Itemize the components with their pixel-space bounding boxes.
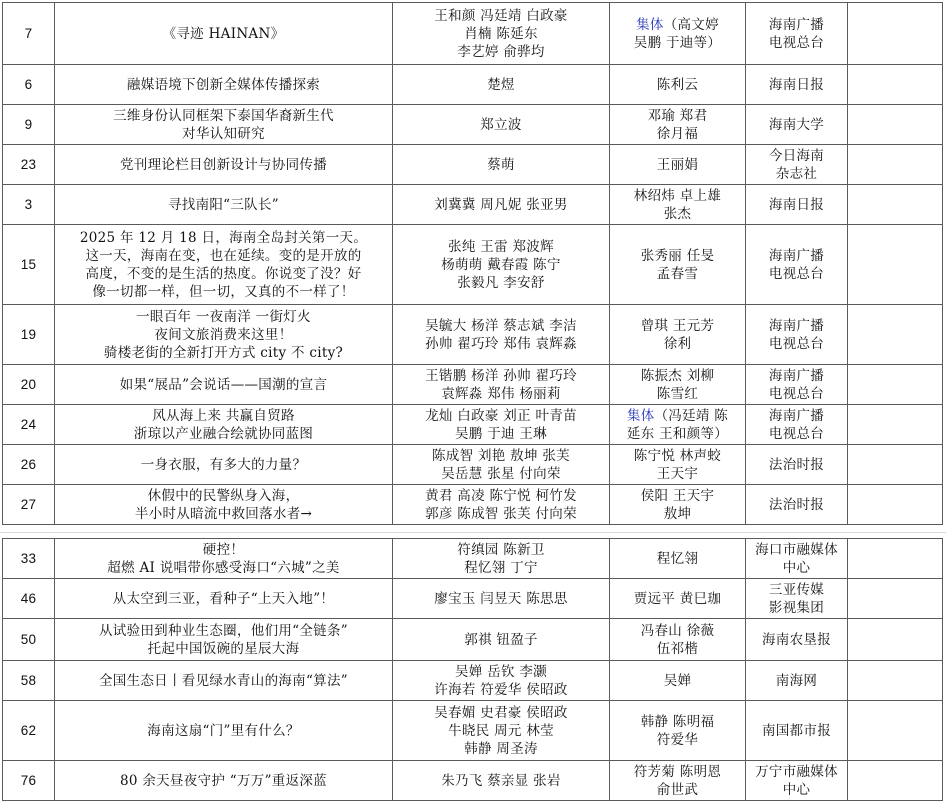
entry-title: 海南这扇“门”里有什么？	[55, 701, 393, 761]
entry-number: 62	[3, 701, 55, 761]
entry-unit: 海口市融媒体 中心	[746, 539, 848, 579]
entry-blank	[848, 701, 943, 761]
entry-authors: 刘冀冀 周凡妮 张亚男	[393, 185, 610, 225]
table-row	[3, 701, 943, 761]
editor-names: 陈振杰 刘柳 陈雪红	[640, 367, 715, 402]
entry-unit: 法治时报	[746, 485, 848, 525]
entry-editors: 吴婵	[610, 661, 746, 701]
entry-unit: 海南日报	[746, 185, 848, 225]
entry-title: 三维身份认同框架下泰国华裔新生代 对华认知研究	[55, 105, 393, 145]
entry-title: 休假中的民警纵身入海， 半小时从暗流中救回落水者→	[55, 485, 393, 525]
table-row	[3, 3, 943, 65]
entry-number: 19	[3, 305, 55, 365]
entry-unit: 三亚传媒 影视集团	[746, 579, 848, 619]
table-row	[3, 579, 943, 619]
entry-number: 33	[3, 539, 55, 579]
entry-unit: 南海网	[746, 661, 848, 701]
entry-authors: 吴春媚 史君豪 侯昭政 牛晓民 周元 林莹 韩静 周圣涛	[393, 701, 610, 761]
table-row	[3, 539, 943, 579]
entry-number: 6	[3, 65, 55, 105]
table-row	[3, 225, 943, 305]
editor-names: 林绍炜 卓上雄 张杰	[633, 187, 722, 222]
entry-blank	[848, 761, 943, 801]
entry-blank	[848, 405, 943, 445]
table-row	[3, 405, 943, 445]
entry-title: 80 余天昼夜守护 “万万”重返深蓝	[55, 761, 393, 801]
entry-editors	[610, 185, 746, 225]
entry-editors	[610, 365, 746, 405]
table-row	[3, 485, 943, 525]
entry-editors	[610, 445, 746, 485]
entry-title: 硬控！ 超燃 AI 说唱带你感受海口“六城”之美	[55, 539, 393, 579]
entry-editors	[610, 485, 746, 525]
entry-title: 2025 年 12 月 18 日，海南全岛封关第一天。 这一天，海南在变，也在延续。变的是开放的 高度，不变的是生活的热度。你说变了没？好 像一切都一样，但一切，又真的不一样了！	[55, 225, 393, 305]
entry-number: 46	[3, 579, 55, 619]
entry-title: 一眼百年 一夜南洋 一街灯火 夜间文旅消费来这里！ 骑楼老街的全新打开方式 city 不 city?	[55, 305, 393, 365]
entry-title: 从试验田到种业生态圈，他们用“全链条” 托起中国饭碗的星辰大海	[55, 619, 393, 661]
editor-names: 陈宁悦 林声蛟 王天宇	[633, 447, 722, 482]
entry-unit: 海南农垦报	[746, 619, 848, 661]
entry-unit: 海南日报	[746, 65, 848, 105]
entry-title: 《寻迹 HAINAN》	[55, 3, 393, 65]
entry-authors: 陈成智 刘艳 敖坤 张芙 吴岳慧 张星 付向荣	[393, 445, 610, 485]
collective-label: 集体	[626, 407, 655, 424]
entry-editors	[610, 225, 746, 305]
entry-editors	[610, 405, 746, 445]
entry-number: 23	[3, 145, 55, 185]
entry-unit: 海南广播 电视总台	[746, 305, 848, 365]
entry-number: 24	[3, 405, 55, 445]
table-row	[3, 619, 943, 661]
entry-editors: 贾远平 黄巳珈	[610, 579, 746, 619]
entry-authors: 黄君 高凌 陈宁悦 柯竹发 郭彦 陈成智 张芙 付向荣	[393, 485, 610, 525]
table-row	[3, 145, 943, 185]
entry-title: 全国生态日丨看见绿水青山的海南“算法”	[55, 661, 393, 701]
table-row	[3, 445, 943, 485]
table-row	[3, 65, 943, 105]
entry-number: 3	[3, 185, 55, 225]
editor-names: 邓瑜 郑君 徐月福	[647, 107, 708, 142]
entry-authors: 廖宝玉 闫昱天 陈思思	[393, 579, 610, 619]
table-row	[3, 761, 943, 801]
entry-editors	[610, 305, 746, 365]
entry-blank	[848, 145, 943, 185]
entry-number: 27	[3, 485, 55, 525]
entry-authors: 朱乃飞 蔡亲显 张岩	[393, 761, 610, 801]
entry-editors: 冯春山 徐薇 伍祁楷	[610, 619, 746, 661]
entry-title: 融媒语境下创新全媒体传播探索	[55, 65, 393, 105]
entry-blank	[848, 661, 943, 701]
table-row	[3, 105, 943, 145]
entry-number: 15	[3, 225, 55, 305]
editor-names: 陈利云	[656, 76, 699, 93]
entry-number: 20	[3, 365, 55, 405]
entry-number: 50	[3, 619, 55, 661]
entry-authors: 王锴鹏 杨洋 孙帅 翟巧玲 袁辉淼 郑伟 杨丽莉	[393, 365, 610, 405]
editor-names: （冯廷靖 陈 延东 王和颜等）	[626, 407, 729, 442]
entry-blank	[848, 105, 943, 145]
entry-unit: 南国都市报	[746, 701, 848, 761]
editor-names: 王丽娟	[656, 156, 699, 173]
entry-editors	[610, 145, 746, 185]
awards-table-part-1	[2, 2, 943, 525]
entry-authors: 吴婵 岳钦 李灏 许海若 符爱华 侯昭政	[393, 661, 610, 701]
entry-number: 58	[3, 661, 55, 701]
entry-blank	[848, 305, 943, 365]
entry-blank	[848, 539, 943, 579]
entry-editors	[610, 105, 746, 145]
entry-unit: 海南广播 电视总台	[746, 405, 848, 445]
entry-title: 如果“展品”会说话——国潮的宣言	[55, 365, 393, 405]
entry-title: 风从海上来 共赢自贸路 浙琼以产业融合绘就协同蓝图	[55, 405, 393, 445]
entry-authors: 吴毓大 杨洋 蔡志斌 李洁 孙帅 翟巧玲 郑伟 袁辉淼	[393, 305, 610, 365]
entry-authors: 楚煜	[393, 65, 610, 105]
editor-names: 张秀丽 任旻 孟春雪	[640, 247, 715, 282]
table-row	[3, 305, 943, 365]
awards-table-part-2	[2, 538, 943, 801]
entry-unit: 海南广播 电视总台	[746, 365, 848, 405]
editor-names: 曾琪 王元芳 徐利	[640, 317, 715, 352]
entry-authors: 张纯 王雷 郑波辉 杨萌萌 戴春霞 陈宁 张毅凡 李安舒	[393, 225, 610, 305]
entry-unit: 海南广播 电视总台	[746, 3, 848, 65]
entry-blank	[848, 619, 943, 661]
entry-title: 寻找南阳“三队长”	[55, 185, 393, 225]
entry-blank	[848, 365, 943, 405]
entry-blank	[848, 225, 943, 305]
editor-names: 侯阳 王天宇 敖坤	[640, 487, 715, 522]
entry-editors: 韩静 陈明福 符爱华	[610, 701, 746, 761]
entry-blank	[848, 3, 943, 65]
entry-number: 26	[3, 445, 55, 485]
page-break	[0, 530, 946, 538]
entry-editors: 符芳菊 陈明恩 俞世武	[610, 761, 746, 801]
entry-authors: 郑立波	[393, 105, 610, 145]
entry-blank	[848, 65, 943, 105]
entry-unit: 海南大学	[746, 105, 848, 145]
table-row	[3, 365, 943, 405]
entry-editors: 程忆翎	[610, 539, 746, 579]
entry-unit: 法治时报	[746, 445, 848, 485]
entry-authors: 王和颜 冯廷靖 白政豪 肖楠 陈延东 李艺婷 俞骅均	[393, 3, 610, 65]
entry-title: 一身衣服，有多大的力量？	[55, 445, 393, 485]
entry-title: 从太空到三亚，看种子“上天入地”！	[55, 579, 393, 619]
entry-number: 9	[3, 105, 55, 145]
entry-authors: 蔡萌	[393, 145, 610, 185]
entry-authors: 郭祺 钮盈子	[393, 619, 610, 661]
entry-blank	[848, 445, 943, 485]
entry-number: 7	[3, 3, 55, 65]
editor-names: （高文婷 吴鹏 于迪等）	[633, 16, 722, 51]
entry-unit: 万宁市融媒体 中心	[746, 761, 848, 801]
entry-blank	[848, 485, 943, 525]
entry-unit: 海南广播 电视总台	[746, 225, 848, 305]
entry-editors	[610, 3, 746, 65]
entry-number: 76	[3, 761, 55, 801]
entry-authors: 符缜园 陈新卫 程忆翎 丁宁	[393, 539, 610, 579]
entry-blank	[848, 579, 943, 619]
entry-authors: 龙灿 白政豪 刘正 叶青苗 吴鹏 于迪 王琳	[393, 405, 610, 445]
entry-editors	[610, 65, 746, 105]
table-row	[3, 185, 943, 225]
entry-blank	[848, 185, 943, 225]
entry-title: 党刊理论栏目创新设计与协同传播	[55, 145, 393, 185]
entry-unit: 今日海南 杂志社	[746, 145, 848, 185]
table-row	[3, 661, 943, 701]
collective-label: 集体	[636, 16, 664, 33]
